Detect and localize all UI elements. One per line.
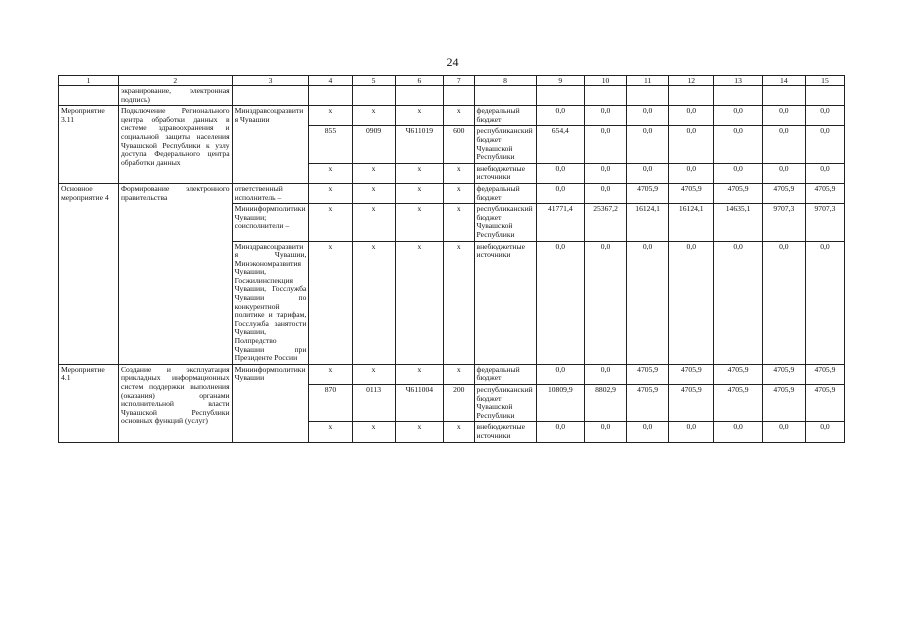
table-cell: 10809,9 (536, 385, 584, 422)
table-row (59, 106, 845, 126)
table-cell: 4705,9 (805, 183, 844, 203)
table-cell: федеральный бюджет (474, 364, 536, 384)
column-header-3: 3 (232, 76, 309, 86)
table-cell: 0,0 (669, 126, 714, 163)
table-cell: 0,0 (714, 106, 762, 126)
table-cell: 4705,9 (762, 385, 805, 422)
table-cell: 4705,9 (805, 385, 844, 422)
table-cell: 25367,2 (585, 204, 627, 241)
table-cell: внебюджетные источники (474, 422, 536, 442)
table-cell: x (352, 204, 395, 241)
table-cell: 4705,9 (762, 183, 805, 203)
table-cell: федеральный бюджет (474, 183, 536, 203)
table-cell: x (309, 204, 352, 241)
table-cell: x (444, 204, 475, 241)
table-cell: 0,0 (627, 126, 669, 163)
table-cell: Мининформполитики Чувашии; соисполнители – (232, 204, 309, 241)
table-cell: республиканский бюджет Чувашской Республики (474, 126, 536, 163)
table-cell: 0,0 (585, 126, 627, 163)
table-cell: 9707,3 (762, 204, 805, 241)
table-cell: x (395, 204, 443, 241)
column-header-15: 15 (805, 76, 844, 86)
table-cell: 0,0 (669, 241, 714, 364)
table-cell: 0,0 (536, 364, 584, 384)
table-cell: Мининформполитики Чувашии (232, 364, 309, 442)
table-cell: 870 (309, 385, 352, 422)
table-cell: 0,0 (762, 163, 805, 183)
table-cell: x (395, 106, 443, 126)
table-cell: 0,0 (585, 106, 627, 126)
table-body (59, 86, 845, 443)
column-header-9: 9 (536, 76, 584, 86)
table-cell: экранирование, электронная подпись) (118, 86, 232, 106)
table-cell: 0,0 (762, 106, 805, 126)
table-cell: 4705,9 (669, 183, 714, 203)
header-row (59, 76, 845, 86)
table-cell: 200 (444, 385, 475, 422)
table-cell: ответственный исполнитель – (232, 183, 309, 203)
column-header-1: 1 (59, 76, 119, 86)
table-cell: 0,0 (805, 163, 844, 183)
table-cell: 4705,9 (714, 183, 762, 203)
table-header (59, 76, 845, 86)
table-cell: x (309, 106, 352, 126)
table-cell: Подключение Регионального центра обработки данных в системе здравоохранения и социальной защиты населения Чувашской Республики к узлу доступа Федерального центра обработки данных (118, 106, 232, 184)
table-cell: 855 (309, 126, 352, 163)
table-cell: 4705,9 (762, 364, 805, 384)
table-cell: 4705,9 (714, 385, 762, 422)
table-cell: Формирование электронного правительства (118, 183, 232, 364)
column-header-4: 4 (309, 76, 352, 86)
table-cell: 654,4 (536, 126, 584, 163)
table-cell: 0,0 (714, 126, 762, 163)
table-cell: 0,0 (585, 241, 627, 364)
table-cell: 0,0 (627, 422, 669, 442)
table-cell: 16124,1 (669, 204, 714, 241)
table-cell: Создание и эксплуатация прикладных информационных систем поддержки выполнения (оказания) органами исполнительной власти Чувашской Республики основных функций (услуг) (118, 364, 232, 442)
table-cell (444, 86, 475, 106)
table-cell: Основное мероприятие 4 (59, 183, 119, 364)
table-cell: 0,0 (805, 106, 844, 126)
table-cell: 0,0 (585, 163, 627, 183)
table-cell: x (444, 163, 475, 183)
table-cell: 4705,9 (714, 364, 762, 384)
table-cell (585, 86, 627, 106)
table-cell: Минздравсоцразвития Чувашии (232, 106, 309, 184)
table-cell: 41771,4 (536, 204, 584, 241)
table-cell: Мероприятие 3.11 (59, 106, 119, 184)
column-header-5: 5 (352, 76, 395, 86)
column-header-6: 6 (395, 76, 443, 86)
table-cell: 0,0 (805, 422, 844, 442)
table-cell: 4705,9 (669, 364, 714, 384)
table-cell: 4705,9 (669, 385, 714, 422)
table-cell: 0,0 (536, 183, 584, 203)
table-cell: Мероприятие 4.1 (59, 364, 119, 442)
table-cell: 8802,9 (585, 385, 627, 422)
table-cell: 0,0 (536, 163, 584, 183)
table-cell: Ч611004 (395, 385, 443, 422)
table-cell: x (352, 422, 395, 442)
table-cell: x (444, 183, 475, 203)
page-number: 24 (446, 55, 459, 69)
table-cell: x (352, 183, 395, 203)
table-cell: 0,0 (627, 241, 669, 364)
table-cell (762, 86, 805, 106)
table-cell (352, 86, 395, 106)
table-cell: x (395, 163, 443, 183)
table-cell: x (309, 422, 352, 442)
table-cell: x (309, 183, 352, 203)
table-cell: x (444, 106, 475, 126)
table-cell: 0,0 (536, 422, 584, 442)
table-cell: внебюджетные источники (474, 163, 536, 183)
table-cell: x (352, 106, 395, 126)
table-cell: 0,0 (762, 126, 805, 163)
table-cell: 0909 (352, 126, 395, 163)
table-cell: 0,0 (585, 422, 627, 442)
table-row (59, 183, 845, 203)
table-cell (474, 86, 536, 106)
table-cell: 600 (444, 126, 475, 163)
column-header-14: 14 (762, 76, 805, 86)
table-cell: 0,0 (805, 126, 844, 163)
column-header-13: 13 (714, 76, 762, 86)
column-header-8: 8 (474, 76, 536, 86)
table-cell: 0,0 (714, 241, 762, 364)
table-cell (714, 86, 762, 106)
table-row (59, 364, 845, 384)
table-cell: 14635,1 (714, 204, 762, 241)
table-cell: 0,0 (805, 241, 844, 364)
table-cell: 0,0 (762, 422, 805, 442)
table-cell: 0,0 (714, 163, 762, 183)
table-cell: 9707,3 (805, 204, 844, 241)
table-row (59, 86, 845, 106)
table-cell: x (444, 241, 475, 364)
table-cell: 0,0 (536, 106, 584, 126)
table-cell: x (395, 183, 443, 203)
table-cell: 4705,9 (627, 183, 669, 203)
table-cell: x (395, 241, 443, 364)
table-cell: 0,0 (585, 364, 627, 384)
table-cell: 4705,9 (627, 385, 669, 422)
column-header-12: 12 (669, 76, 714, 86)
table-cell: Минздравсоцразвития Чувашии, Минэкономразвития Чувашии, Госжилинспекция Чувашии, Госслужба Чувашии по конкурентной политике и тарифам, Госслужба занятости Чувашии, Полпредство Чувашии при Президенте России (232, 241, 309, 364)
table-cell: x (352, 241, 395, 364)
table-cell: 0,0 (627, 163, 669, 183)
table-cell: федеральный бюджет (474, 106, 536, 126)
table-cell (536, 86, 584, 106)
table-cell (59, 86, 119, 106)
table-cell: 0,0 (669, 163, 714, 183)
table-cell: x (309, 163, 352, 183)
table-cell: 16124,1 (627, 204, 669, 241)
table-cell: республиканский бюджет Чувашской Республики (474, 204, 536, 241)
table-cell (232, 86, 309, 106)
table-cell: 4705,9 (627, 364, 669, 384)
table-cell: x (309, 241, 352, 364)
table-cell: x (352, 163, 395, 183)
column-header-11: 11 (627, 76, 669, 86)
table-cell: Ч611019 (395, 126, 443, 163)
table-cell: 0,0 (714, 422, 762, 442)
table-cell (669, 86, 714, 106)
table-cell (395, 86, 443, 106)
table-cell (805, 86, 844, 106)
table-cell: x (395, 364, 443, 384)
table-cell: 0,0 (669, 106, 714, 126)
table-cell: республиканский бюджет Чувашской Республики (474, 385, 536, 422)
table-cell: x (395, 422, 443, 442)
budget-table (58, 75, 845, 443)
table-cell: внебюджетные источники (474, 241, 536, 364)
table-cell: x (444, 422, 475, 442)
table-cell: x (309, 364, 352, 384)
table-cell (627, 86, 669, 106)
column-header-2: 2 (118, 76, 232, 86)
table-cell: 0,0 (627, 106, 669, 126)
column-header-7: 7 (444, 76, 475, 86)
table-cell: x (352, 364, 395, 384)
table-cell: 0113 (352, 385, 395, 422)
table-cell (309, 86, 352, 106)
table-cell: 0,0 (762, 241, 805, 364)
table-cell: 0,0 (669, 422, 714, 442)
table-cell: 4705,9 (805, 364, 844, 384)
table-cell: x (444, 364, 475, 384)
table-cell: 0,0 (536, 241, 584, 364)
table-cell: 0,0 (585, 183, 627, 203)
column-header-10: 10 (585, 76, 627, 86)
